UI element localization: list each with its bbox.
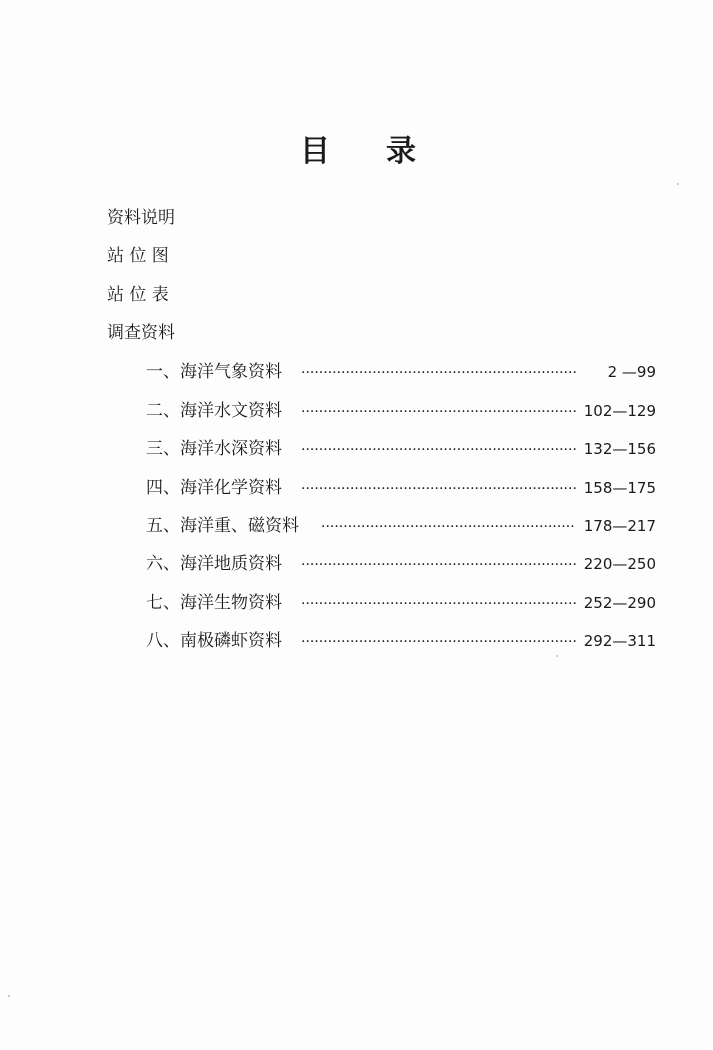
toc-leader-dots	[321, 514, 576, 538]
title-char-1: 目	[300, 134, 330, 169]
toc-leader-dots	[301, 399, 576, 423]
toc-entry-pages: 2 —99	[607, 363, 656, 381]
toc-entry-label: 二、海洋水文资料	[146, 401, 282, 421]
toc-entry-pages: 102—129	[583, 402, 656, 420]
toc-entry-pages: 292—311	[583, 632, 656, 650]
toc-leader-dots	[301, 591, 576, 615]
toc-entry-label: 六、海洋地质资料	[146, 554, 282, 574]
toc-entry-label: 三、海洋水深资料	[146, 439, 282, 459]
toc-entry-label: 一、海洋气象资料	[146, 362, 282, 382]
title-char-2: 录	[386, 134, 416, 169]
toc-entry-pages: 178—217	[583, 517, 656, 535]
section-station-table: 站 位 表	[107, 285, 169, 305]
toc-leader-dots	[301, 476, 576, 500]
toc-leader-dots	[301, 360, 576, 384]
scan-speck	[556, 655, 558, 657]
section-station-map: 站 位 图	[107, 246, 169, 266]
toc-entry	[146, 552, 656, 576]
toc-leader-dots	[301, 552, 576, 576]
toc-leader-dots	[301, 629, 576, 653]
toc-entry	[146, 476, 656, 500]
toc-entry-label: 八、南极磷虾资料	[146, 631, 282, 651]
toc-entry-label: 五、海洋重、磁资料	[146, 516, 299, 536]
toc-entry	[146, 360, 656, 384]
toc-entry	[146, 629, 656, 653]
page-title	[0, 132, 713, 172]
toc-entry-label: 七、海洋生物资料	[146, 593, 282, 613]
toc-entry	[146, 514, 656, 538]
toc-entry-pages: 132—156	[583, 440, 656, 458]
toc-entry-label: 四、海洋化学资料	[146, 478, 282, 498]
toc-entry-pages: 158—175	[583, 479, 656, 497]
scan-speck	[677, 183, 679, 185]
scan-speck	[8, 995, 10, 997]
toc-entry	[146, 591, 656, 615]
toc-entry	[146, 437, 656, 461]
section-data-description: 资料说明	[107, 208, 175, 228]
toc-entry	[146, 399, 656, 423]
toc-leader-dots	[301, 437, 576, 461]
toc-entry-pages: 252—290	[583, 594, 656, 612]
toc-entry-pages: 220—250	[583, 555, 656, 573]
section-survey-data: 调查资料	[107, 323, 175, 343]
